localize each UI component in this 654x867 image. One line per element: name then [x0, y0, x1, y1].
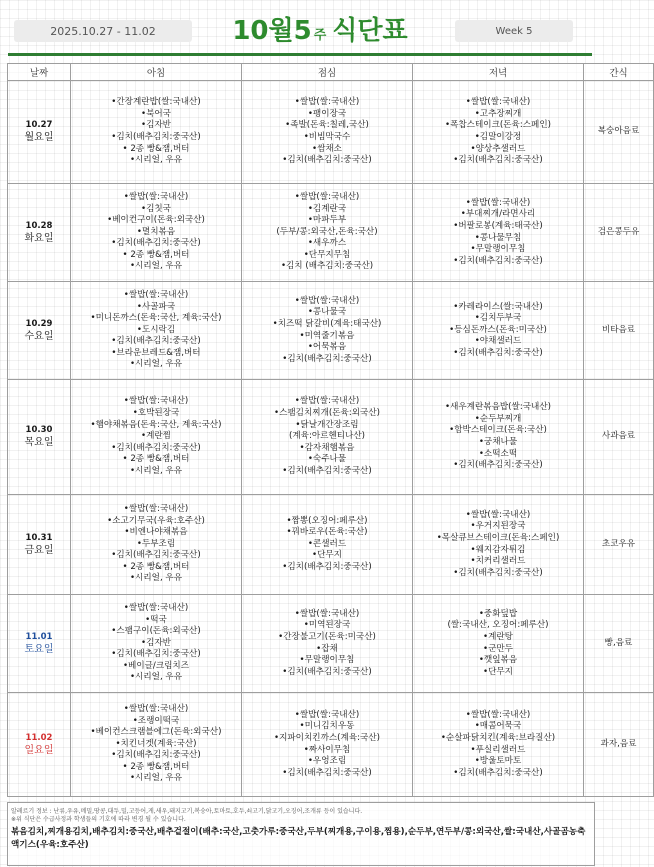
menu-item: •김치(배추김치:중국산) — [111, 649, 201, 660]
day-cell — [8, 495, 71, 595]
menu-item: •미니돈까스(돈육:국산, 계육:국산) — [90, 313, 222, 324]
menu-item: •쌀밥(쌀:국내산) — [123, 703, 189, 714]
dinner-cell — [413, 81, 584, 184]
dinner-cell — [413, 184, 584, 282]
dinner-list — [413, 402, 583, 472]
dinner-list — [413, 710, 583, 780]
day-cell — [8, 380, 71, 495]
day-of-week: 금요일 — [24, 544, 54, 556]
menu-item: •시리얼, 우유 — [129, 573, 183, 584]
table-row — [8, 81, 654, 184]
menu-item: •김치(배추김치:중국산) — [111, 750, 201, 761]
menu-item: •김치두부국 — [474, 313, 522, 324]
menu-item: •무말랭이무침 — [470, 244, 526, 255]
day-date: 11.02 — [25, 732, 53, 743]
table-row — [8, 595, 654, 693]
menu-item: •쌀밥(쌀:국내산) — [123, 602, 189, 613]
menu-item: •쌀밥(쌀:국내산) — [465, 509, 531, 520]
menu-item: •호박된장국 — [132, 408, 180, 419]
snack-cell: 복숭아음료 — [584, 81, 654, 184]
menu-item: •쌀밥(쌀:국내산) — [294, 191, 360, 202]
menu-item: •시리얼, 우유 — [129, 261, 183, 272]
header-divider — [8, 53, 592, 56]
menu-item: •치즈떡 닭갈비(계육:태국산) — [272, 318, 382, 329]
menu-item: •김치(배추김치:중국산) — [453, 767, 543, 778]
day-cell — [8, 184, 71, 282]
meal-table — [7, 63, 654, 797]
menu-item: •김치(배추김치:중국산) — [453, 567, 543, 578]
menu-item: •미니김치우동 — [299, 721, 355, 732]
dinner-cell — [413, 380, 584, 495]
menu-item: •햄야채볶음(돈육:국산, 계육:국산) — [90, 419, 222, 430]
menu-item: •새우계란볶음밥(쌀:국내산) — [445, 402, 551, 413]
menu-item: •계란찜 — [141, 431, 171, 442]
menu-item: •김치(배추김치:중국산) — [111, 238, 201, 249]
lunch-cell — [242, 495, 413, 595]
breakfast-cell — [71, 81, 242, 184]
header-dinner: 저녁 — [413, 64, 584, 81]
menu-item: •김치(배추김치:중국산) — [453, 155, 543, 166]
lunch-cell — [242, 184, 413, 282]
menu-item: •카레라이스(쌀:국내산) — [453, 301, 543, 312]
menu-item: •쌀밥(쌀:국내산) — [123, 396, 189, 407]
menu-item: •사골파국 — [136, 301, 176, 312]
header-date: 날짜 — [8, 64, 71, 81]
menu-item: •쌀밥(쌀:국내산) — [123, 289, 189, 300]
dinner-list — [413, 198, 583, 268]
menu-item: •쌀밥(쌀:국내산) — [294, 295, 360, 306]
menu-item: •고추장찌개 — [474, 108, 522, 119]
menu-item: •시리얼, 우유 — [129, 773, 183, 784]
menu-item: •단무지무침 — [303, 249, 351, 260]
menu-item: (두부/콩:외국산,돈육:국산) — [276, 226, 378, 237]
menu-item: •쌀밥(쌀:국내산) — [123, 191, 189, 202]
menu-item: •양상추샐러드 — [470, 143, 526, 154]
lunch-cell — [242, 81, 413, 184]
header-breakfast: 아침 — [71, 64, 242, 81]
menu-item: •족발(돈육:칠레,국산) — [285, 120, 369, 131]
title-text: 식단표 — [332, 16, 408, 46]
menu-item: •김치(배추김치:중국산) — [282, 767, 372, 778]
menu-item: •방울토마토 — [474, 756, 522, 767]
menu-item: •콩나물국 — [307, 307, 347, 318]
day-cell — [8, 81, 71, 184]
title-week-number: 5 — [293, 16, 312, 46]
lunch-cell — [242, 380, 413, 495]
menu-item: •김치 (배추김치:중국산) — [280, 261, 374, 272]
menu-item: •소떡소떡 — [478, 448, 518, 459]
menu-item: (쌀:국내산, 오징어:페루산) — [447, 620, 549, 631]
breakfast-cell — [71, 282, 242, 380]
menu-item: •비엔나야채볶음 — [124, 527, 188, 538]
breakfast-cell — [71, 184, 242, 282]
menu-item: •쌀밥(쌀:국내산) — [294, 709, 360, 720]
menu-item: •짬뽕(오징어:페루산) — [286, 515, 368, 526]
table-row — [8, 380, 654, 495]
lunch-cell — [242, 282, 413, 380]
menu-item: •함박스테이크(돈육:국산) — [449, 425, 547, 436]
menu-item: •팽이장국 — [307, 108, 347, 119]
menu-item: •마파두부 — [307, 215, 347, 226]
week-label-badge: Week 5 — [455, 20, 573, 42]
menu-item: • 2종 빵&잼,버터 — [122, 143, 190, 154]
menu-item: •김치(배추김치:중국산) — [453, 460, 543, 471]
menu-item: •미역된장국 — [303, 620, 351, 631]
day-date: 10.27 — [25, 120, 53, 131]
breakfast-list — [71, 290, 241, 371]
menu-item: • 2종 빵&잼,버터 — [122, 249, 190, 260]
day-of-week: 월요일 — [24, 132, 54, 143]
menu-item: •쌀밥(쌀:국내산) — [465, 197, 531, 208]
menu-item: •베이컨스크램블에그(돈육:외국산) — [90, 727, 222, 738]
menu-item: •김자반 — [141, 120, 171, 131]
title-week-char: 주 — [313, 28, 327, 43]
day-cell — [8, 282, 71, 380]
menu-item: •김치(배추김치:중국산) — [111, 550, 201, 561]
menu-item: • 2종 빵&잼,버터 — [122, 454, 190, 465]
menu-item: •쌀밥(쌀:국내산) — [294, 97, 360, 108]
breakfast-list — [71, 704, 241, 785]
lunch-list — [242, 192, 412, 273]
day-of-week: 화요일 — [24, 232, 54, 244]
date-range-badge: 2025.10.27 - 11.02 — [14, 20, 192, 42]
menu-item: •군만두 — [483, 643, 513, 654]
change-note: ※위 식단은 수급사정과 학생들의 기호에 따라 변경 될 수 있습니다. — [11, 816, 186, 823]
dinner-cell — [413, 595, 584, 693]
lunch-list — [242, 296, 412, 366]
dinner-list — [413, 510, 583, 580]
menu-item: •쌀밥(쌀:국내산) — [294, 396, 360, 407]
origin-info: 볶음김치,찌개용김치,배추김치:중국산,배추겉절이(배추:국산,고춧가루:중국산,두부(찌개용,구이용,찜용),순두부,연두부/콩:외국산,쌀:국내산,사골곰농축액기스(우육:호주산) — [11, 827, 586, 850]
menu-item: (계육:아르헨티나산) — [288, 431, 365, 442]
menu-item: •순두부찌개 — [474, 413, 522, 424]
menu-item: •쌈채소 — [312, 143, 342, 154]
lunch-list — [242, 97, 412, 167]
snack-cell: 초코우유 — [584, 495, 654, 595]
menu-item: •감자채햄볶음 — [299, 442, 355, 453]
menu-item: •김치(배추김치:중국산) — [282, 155, 372, 166]
menu-item: •부대찌개/라면사리 — [460, 209, 536, 220]
menu-item: •시리얼, 우유 — [129, 672, 183, 683]
menu-item: •버팔로봉(계육:태국산) — [453, 220, 543, 231]
menu-item: •푸실리샐러드 — [470, 744, 526, 755]
breakfast-cell — [71, 495, 242, 595]
menu-item: •김계란국 — [307, 203, 347, 214]
footer-notes — [7, 802, 595, 866]
day-of-week: 수요일 — [24, 330, 54, 342]
menu-item: •치킨너겟(계육:국산) — [115, 738, 197, 749]
menu-item: •김치(배추김치:중국산) — [453, 347, 543, 358]
menu-item: •짜사이무침 — [303, 744, 351, 755]
menu-item: •순살파닭치킨(계육:브라질산) — [440, 732, 556, 743]
menu-item: •김칫국 — [141, 203, 171, 214]
lunch-list — [242, 396, 412, 477]
menu-item: •브라운브레드&잼,버터 — [111, 347, 201, 358]
menu-item: •김치(배추김치:중국산) — [282, 561, 372, 572]
menu-item: •김치(배추김치:중국산) — [282, 465, 372, 476]
menu-item: •김말이강정 — [474, 132, 522, 142]
allergy-note: 알레르기 정보 : 난류,우유,메밀,땅콩,대두,밀,고등어,게,새우,돼지고기,복숭아,토마토,호두,쇠고기,닭고기,오징어,조개류 등이 있습니다. — [11, 808, 363, 815]
menu-item: •잡채 — [316, 643, 338, 654]
menu-item: •김자반 — [141, 637, 171, 648]
breakfast-list — [71, 603, 241, 684]
menu-item: •콩나물무침 — [474, 232, 522, 243]
menu-item: •조랭이떡국 — [132, 715, 180, 726]
lunch-list — [242, 710, 412, 780]
menu-item: •도시락김 — [136, 324, 176, 335]
menu-item: •꿔바로우(돈육:국산) — [286, 527, 368, 538]
breakfast-list — [71, 97, 241, 167]
menu-item: •쌀밥(쌀:국내산) — [123, 503, 189, 514]
day-date: 10.30 — [25, 425, 53, 436]
snack-cell: 사과음료 — [584, 380, 654, 495]
dinner-cell — [413, 495, 584, 595]
menu-item: • 2종 빵&잼,버터 — [122, 761, 190, 772]
menu-item: •시리얼, 우유 — [129, 155, 183, 166]
day-cell — [8, 693, 71, 797]
dinner-list — [413, 302, 583, 360]
page-header — [0, 0, 600, 60]
lunch-list — [242, 609, 412, 679]
day-of-week: 목요일 — [24, 437, 54, 448]
menu-item: •지파이치킨까스(계육:국산) — [274, 732, 380, 743]
menu-item: •스팸김치찌개(돈육:외국산) — [274, 408, 380, 419]
menu-item: •쌀밥(쌀:국내산) — [294, 608, 360, 619]
menu-item: •중화덮밥 — [478, 608, 518, 619]
menu-item: •간장불고기(돈육:미국산) — [278, 631, 376, 642]
breakfast-cell — [71, 380, 242, 495]
menu-item: •시리얼, 우유 — [129, 465, 183, 476]
day-date: 10.28 — [25, 220, 53, 231]
title-month: 10월 — [232, 16, 294, 46]
breakfast-list — [71, 192, 241, 273]
menu-item: •무말랭이무침 — [299, 655, 355, 666]
menu-item: •치커리샐러드 — [470, 556, 526, 567]
menu-item: •목살큐브스테이크(돈육:스페인) — [436, 532, 560, 543]
menu-item: •단무지 — [483, 666, 513, 677]
dinner-cell — [413, 282, 584, 380]
day-date: 10.31 — [25, 532, 53, 543]
snack-cell: 비타음료 — [584, 282, 654, 380]
menu-item: •소고기무국(우육:호주산) — [107, 515, 205, 526]
menu-item: •멸치볶음 — [136, 226, 176, 237]
header-lunch: 점심 — [242, 64, 413, 81]
lunch-cell — [242, 595, 413, 693]
header-snack: 간식 — [584, 64, 654, 81]
menu-item: • 2종 빵&잼,버터 — [122, 561, 190, 572]
table-row — [8, 282, 654, 380]
menu-item: •궁채나물 — [478, 437, 518, 447]
menu-item: •미역줄기볶음 — [299, 330, 355, 341]
menu-item: •김치(배추김치:중국산) — [111, 442, 201, 453]
breakfast-list — [71, 504, 241, 585]
page-title — [200, 10, 440, 48]
dinner-list — [413, 97, 583, 167]
lunch-list — [242, 516, 412, 574]
day-date: 11.01 — [25, 631, 53, 642]
menu-item: •폭찹스테이크(돈육:스페인) — [445, 120, 551, 131]
table-row — [8, 495, 654, 595]
dinner-list — [413, 609, 583, 679]
menu-item: •떡국 — [145, 614, 167, 625]
breakfast-cell — [71, 693, 242, 797]
day-cell — [8, 595, 71, 693]
menu-item: •새우까스 — [307, 238, 347, 249]
table-body — [8, 81, 654, 797]
menu-item: •우거지된장국 — [470, 521, 526, 532]
menu-item: •베이컨구이(돈육:외국산) — [107, 215, 205, 226]
breakfast-cell — [71, 595, 242, 693]
menu-item: •김치(배추김치:중국산) — [111, 336, 201, 347]
menu-item: •시리얼, 우유 — [129, 359, 183, 370]
menu-item: •야채샐러드 — [474, 336, 522, 347]
menu-item: •숙주나물 — [307, 454, 347, 465]
menu-item: •계란탕 — [483, 631, 513, 642]
menu-item: •우엉조림 — [307, 756, 347, 767]
menu-item: •김치(배추김치:중국산) — [282, 353, 372, 364]
table-row — [8, 184, 654, 282]
menu-item: •콘샐러드 — [307, 538, 347, 549]
menu-item: •스팸구이(돈육:외국산) — [111, 626, 201, 637]
menu-item: •쌀밥(쌀:국내산) — [465, 97, 531, 108]
menu-item: •등심돈까스(돈육:미국산) — [449, 324, 547, 335]
menu-item: •북어국 — [141, 108, 171, 119]
snack-cell: 검은콩두유 — [584, 184, 654, 282]
menu-item: •두부조림 — [136, 538, 176, 549]
table-header-row — [8, 64, 654, 81]
menu-item: •간장계란밥(쌀:국내산) — [111, 97, 201, 108]
lunch-cell — [242, 693, 413, 797]
menu-item: •단무지 — [312, 550, 342, 561]
menu-item: •김치(배추김치:중국산) — [453, 255, 543, 266]
breakfast-list — [71, 396, 241, 477]
table-row — [8, 693, 654, 797]
menu-item: •비빔막국수 — [303, 132, 351, 142]
day-of-week: 토요일 — [24, 643, 54, 655]
snack-cell: 과자,음료 — [584, 693, 654, 797]
menu-item: •매콤어묵국 — [474, 721, 522, 732]
menu-item: •베이글/크림치즈 — [122, 660, 190, 671]
menu-item: •깻잎볶음 — [478, 655, 518, 666]
menu-item: •김치(배추김치:중국산) — [282, 666, 372, 677]
menu-item: •닭날개간장조림 — [295, 419, 359, 430]
menu-item: •어묵볶음 — [307, 342, 347, 353]
menu-item: •웨지감자튀김 — [470, 544, 526, 555]
dinner-cell — [413, 693, 584, 797]
snack-cell: 빵,음료 — [584, 595, 654, 693]
menu-item: •쌀밥(쌀:국내산) — [465, 709, 531, 720]
menu-item: •김치(배추김치:중국산) — [111, 132, 201, 142]
day-of-week: 일요일 — [24, 744, 54, 756]
day-date: 10.29 — [25, 318, 53, 329]
